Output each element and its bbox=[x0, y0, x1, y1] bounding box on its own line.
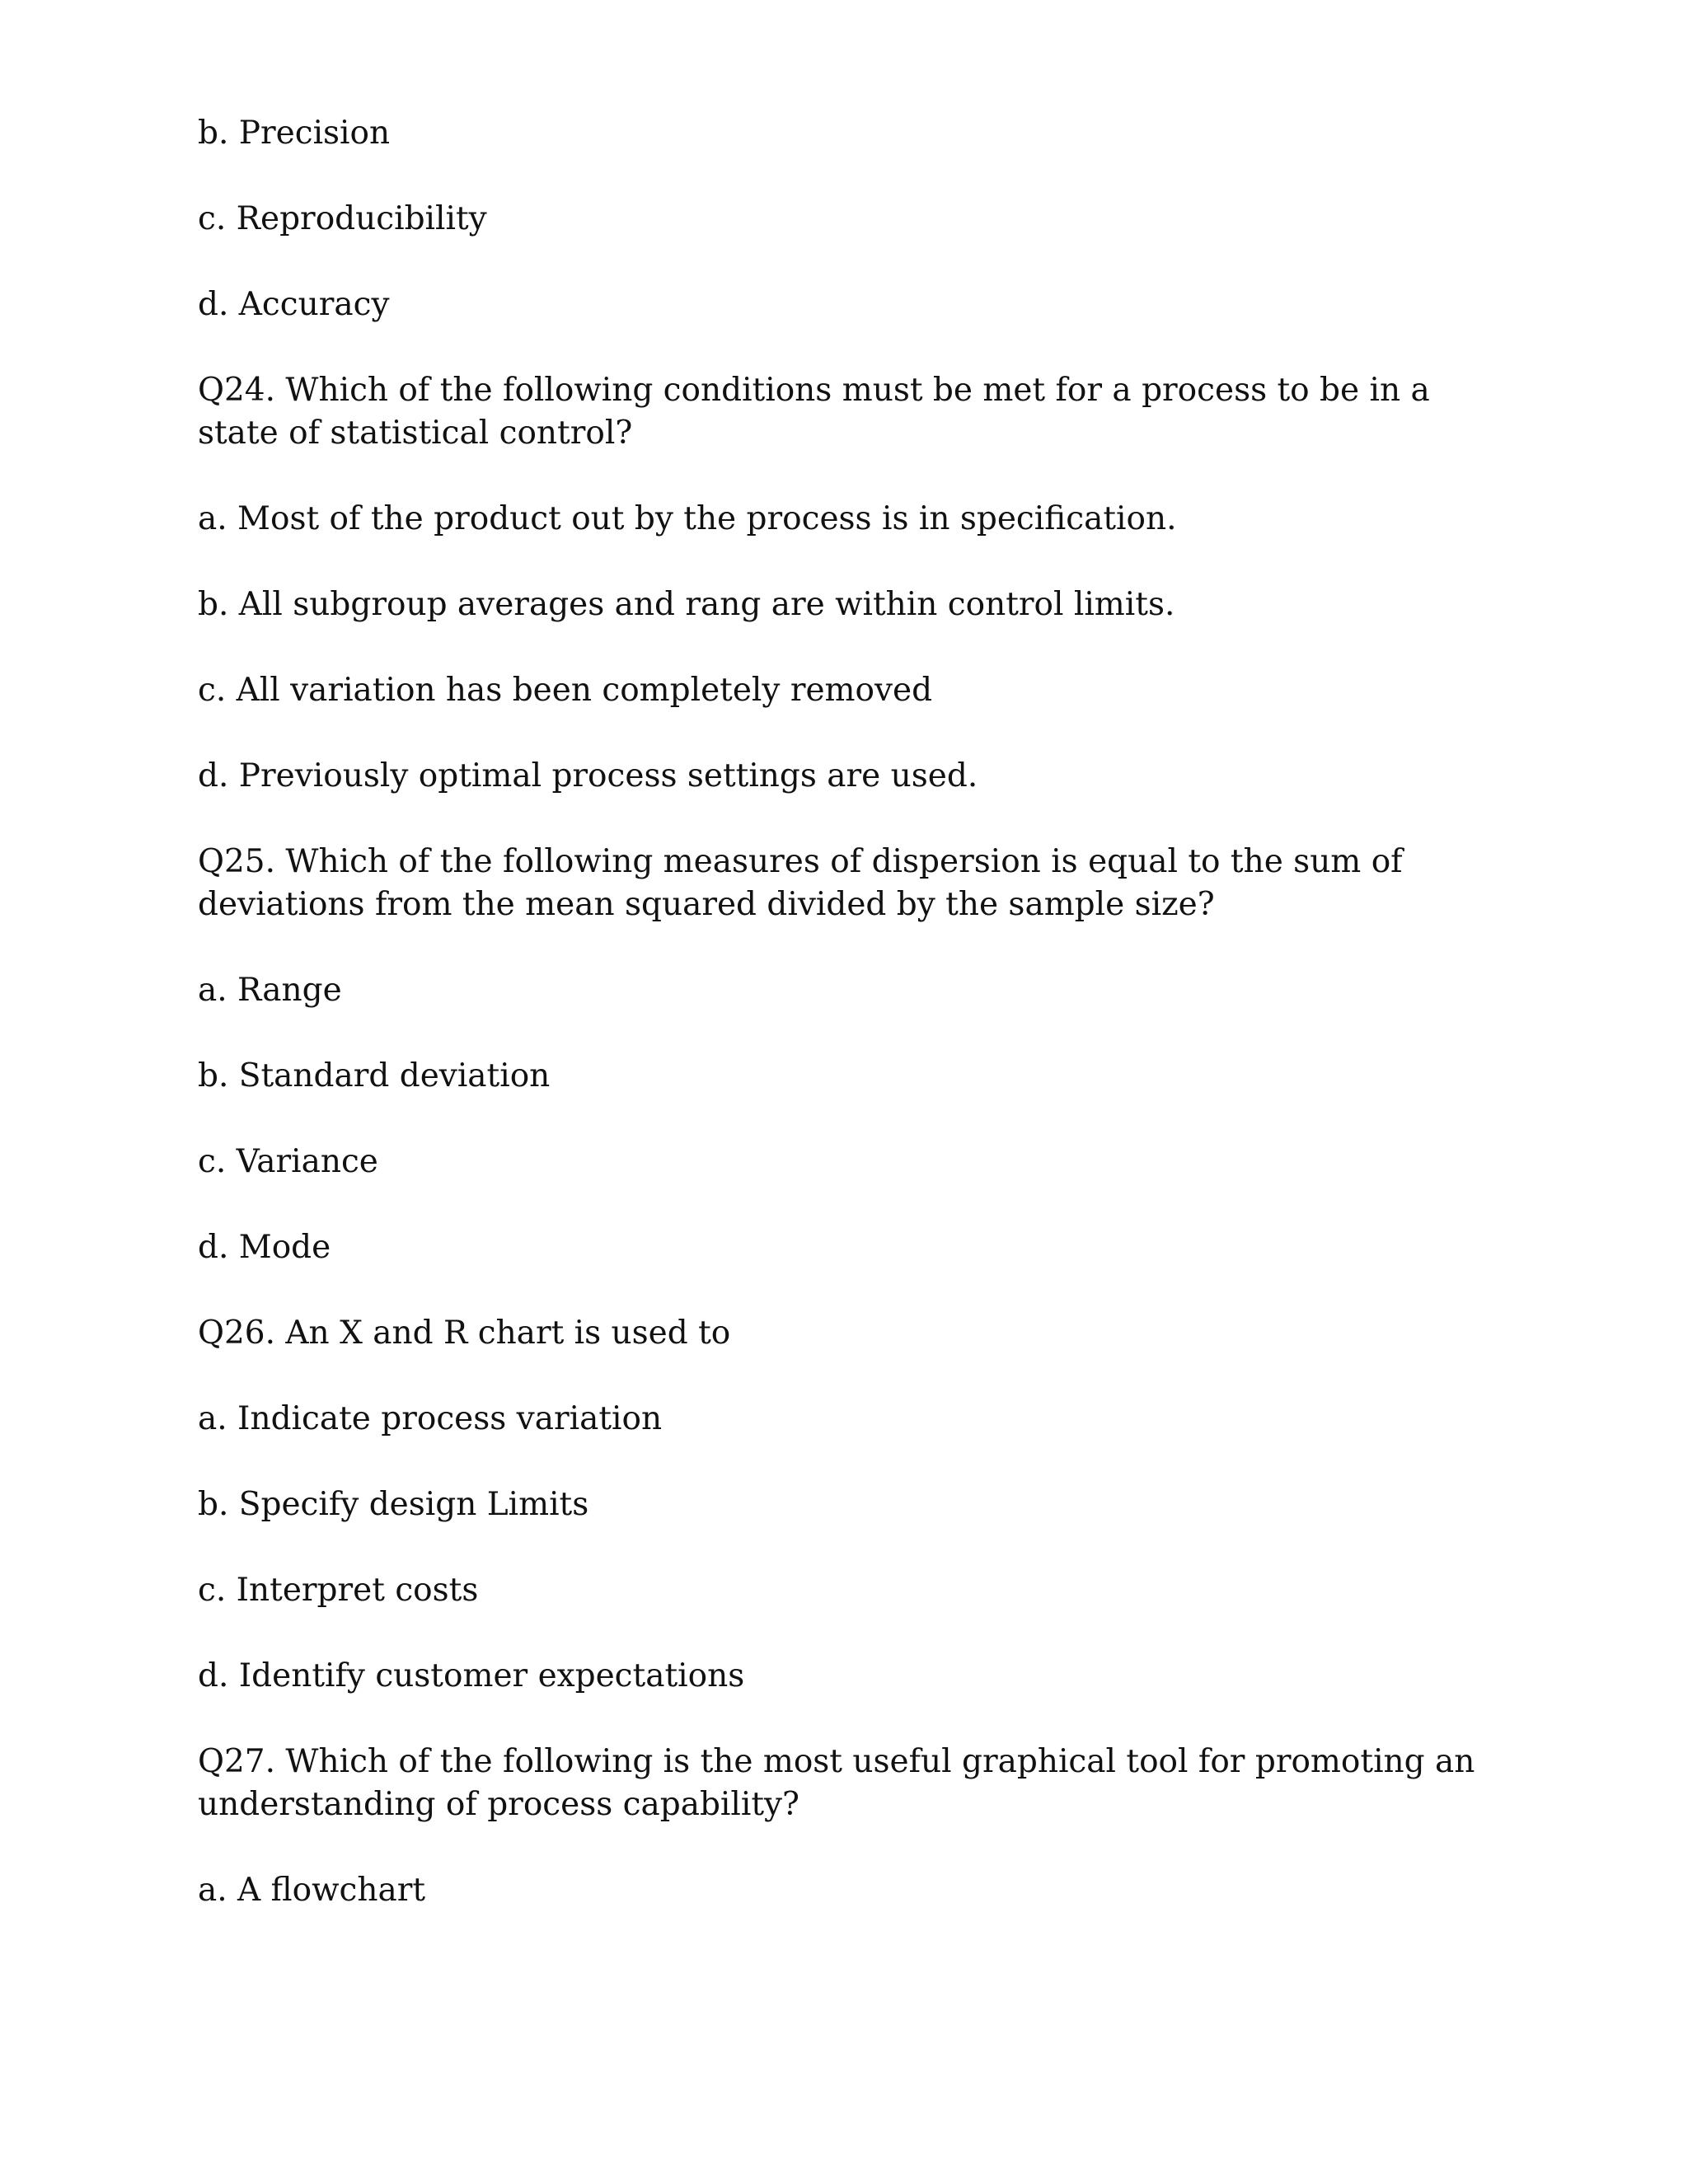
answer-option: b. Precision bbox=[198, 115, 391, 152]
question-q27: Q27. Which of the following is the most useful graphical tool for promoting an understanding of process capability? bbox=[198, 1743, 1475, 1823]
answer-option: c. Reproducibility bbox=[198, 200, 487, 237]
question-q26: Q26. An X and R chart is used to bbox=[198, 1315, 731, 1352]
answer-option: a. A flowchart bbox=[198, 1872, 426, 1909]
answer-option: c. Variance bbox=[198, 1143, 378, 1180]
answer-option: b. Standard deviation bbox=[198, 1057, 551, 1094]
answer-option: a. Most of the product out by the process is in specification. bbox=[198, 500, 1177, 537]
answer-option: b. Specify design Limits bbox=[198, 1486, 589, 1523]
answer-option: d. Accuracy bbox=[198, 286, 390, 323]
document-content bbox=[198, 112, 1517, 1955]
answer-option: d. Identify customer expectations bbox=[198, 1657, 745, 1694]
answer-option: a. Range bbox=[198, 972, 342, 1009]
answer-option: b. All subgroup averages and rang are within control limits. bbox=[198, 586, 1175, 623]
answer-option: d. Mode bbox=[198, 1229, 331, 1266]
answer-option: a. Indicate process variation bbox=[198, 1400, 663, 1437]
answer-option: c. Interpret costs bbox=[198, 1572, 479, 1609]
answer-option: d. Previously optimal process settings are used. bbox=[198, 757, 978, 794]
question-q25: Q25. Which of the following measures of dispersion is equal to the sum of deviations from the mean squared divided by the sample size? bbox=[198, 843, 1403, 923]
answer-option: c. All variation has been completely removed bbox=[198, 672, 933, 709]
question-q24: Q24. Which of the following conditions must be met for a process to be in a state of statistical control? bbox=[198, 372, 1430, 452]
